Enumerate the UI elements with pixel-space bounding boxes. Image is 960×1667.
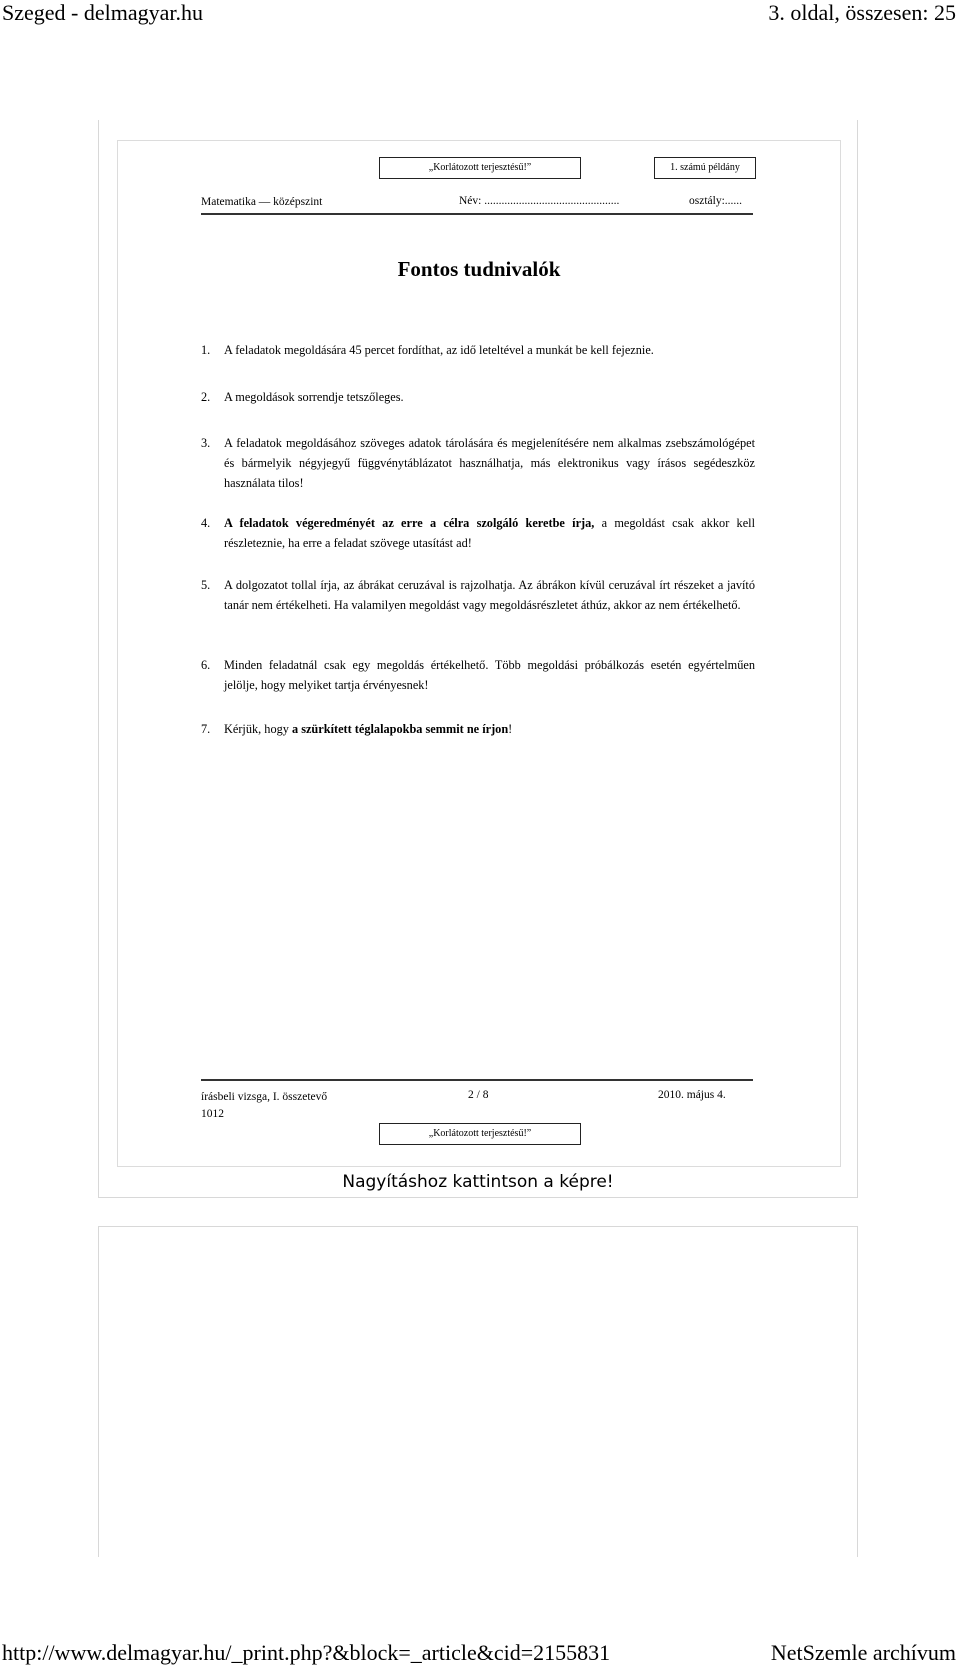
print-footer-url: http://www.delmagyar.hu/_print.php?&block=_article&cid=2155831: [2, 1640, 611, 1665]
item-number: 3.: [201, 436, 211, 450]
subject-label: Matematika — középszint: [201, 196, 323, 208]
instruction-item: [201, 387, 755, 407]
exam-part-label: [201, 1089, 327, 1123]
copy-number-box: 1. számú példány: [654, 157, 756, 179]
item-text: [224, 513, 755, 553]
item-number: 6.: [201, 658, 211, 672]
next-image-frame: [98, 1226, 858, 1557]
exam-code: 1012: [201, 1108, 224, 1120]
instruction-item: [201, 655, 755, 695]
instruction-item: [201, 340, 755, 360]
exam-date: 2010. május 4.: [658, 1089, 726, 1101]
restricted-distribution-stamp: „Korlátozott terjesztésű!”: [379, 157, 581, 179]
item-rest-text: a megoldást csak akkor kell részleteznie, ha erre a feladat szövege utasítást ad!: [224, 516, 755, 550]
zoom-caption-link[interactable]: Nagyításhoz kattintson a képre!: [342, 1172, 614, 1192]
instruction-item: [201, 719, 755, 739]
item-number: 1.: [201, 343, 211, 357]
print-header-page-count: 3. oldal, összesen: 25: [768, 0, 956, 25]
print-footer-archive: NetSzemle archívum: [770, 1640, 956, 1665]
item-text: [224, 719, 755, 739]
instruction-item: [201, 433, 755, 493]
item-text: A megoldások sorrendje tetszőleges.: [224, 390, 404, 404]
item-number: 7.: [201, 722, 211, 736]
item-text: A feladatok megoldására 45 percet fordíthat, az idő leteltével a munkát be kell fejeznie.: [224, 343, 654, 357]
item-pre-text: Kérjük, hogy: [224, 722, 292, 736]
item-bold-text: a szürkített téglalapokba semmit ne írjon: [291, 722, 509, 736]
item-number: 4.: [201, 516, 211, 530]
header-rule: [201, 213, 753, 215]
item-text: A dolgozatot tollal írja, az ábrákat ceruzával is rajzolhatja. Az ábrákon kívül ceruzával írt részeket a javító tanár nem értékelheti. Ha valamilyen megoldást vagy megoldásrészletet áthúz, akkor az nem értékelhető.: [224, 578, 755, 612]
footer-rule: [201, 1079, 753, 1081]
exam-part-text: írásbeli vizsga, I. összetevő: [201, 1091, 328, 1103]
item-number: 2.: [201, 390, 211, 404]
page-title: Fontos tudnivalók: [397, 257, 561, 281]
restricted-distribution-stamp-bottom: „Korlátozott terjesztésű!”: [379, 1123, 581, 1145]
class-field: osztály:......: [689, 195, 743, 207]
item-text: Minden feladatnál csak egy megoldás értékelhető. Több megoldási próbálkozás esetén egyértelműen jelölje, hogy melyiket tartja érvényesnek!: [224, 658, 755, 692]
item-bold-text: A feladatok végeredményét az erre a célra szolgáló keretbe írja,: [224, 516, 595, 530]
item-text: A feladatok megoldásához szöveges adatok tárolására és megjelenítésére nem alkalmas zsebszámológépet és bármelyik négyjegyű függvénytáblázatot használhatja, más elektronikus vagy írásos segédeszköz használata tilos!: [224, 436, 755, 490]
instruction-item: [201, 575, 755, 615]
scanned-exam-page-image[interactable]: [117, 140, 841, 1167]
name-field: Név: ...............................................: [459, 195, 620, 207]
print-header-site: Szeged - delmagyar.hu: [2, 0, 203, 25]
page-number: 2 / 8: [468, 1089, 489, 1101]
instruction-item: [201, 513, 755, 553]
item-post-text: !: [508, 722, 513, 736]
item-number: 5.: [201, 578, 211, 592]
